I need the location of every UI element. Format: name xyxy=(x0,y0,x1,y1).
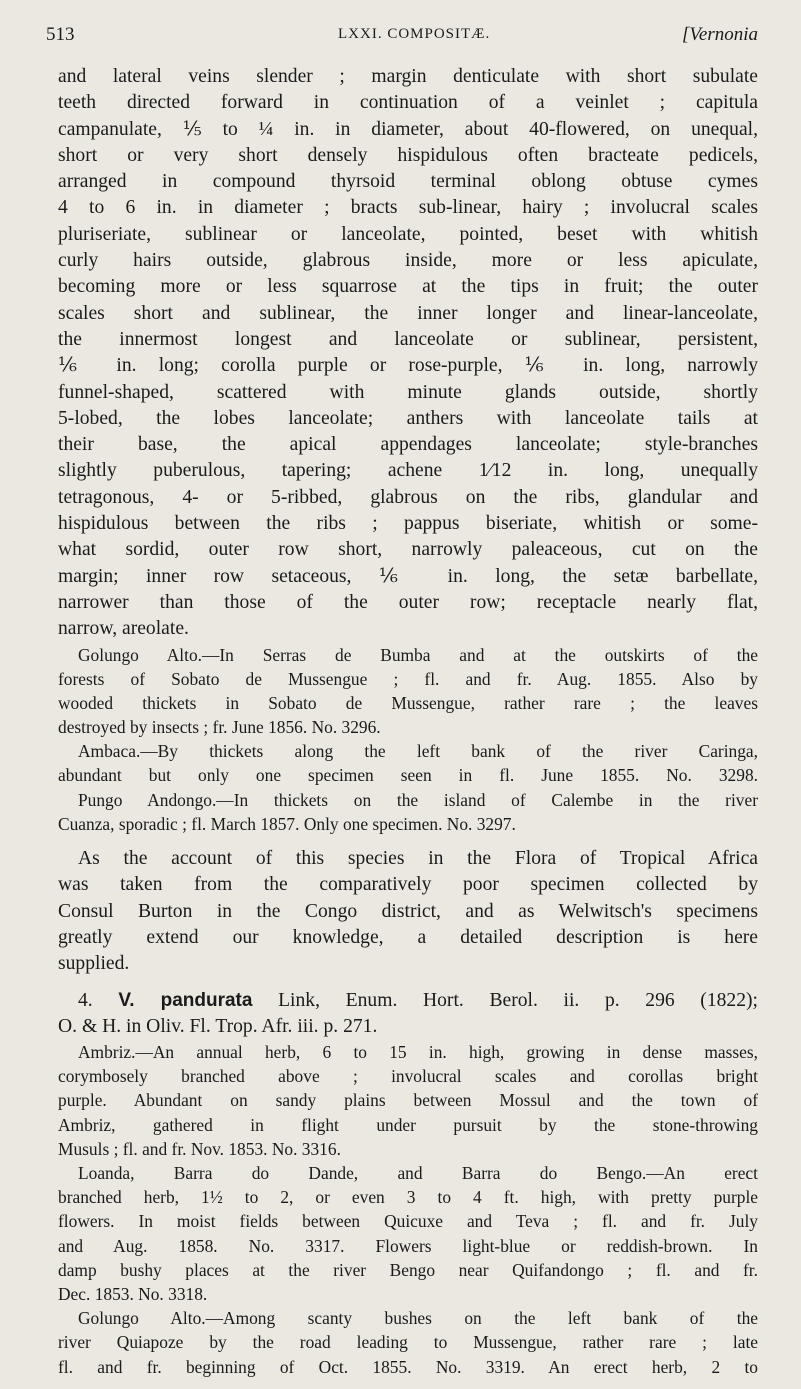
species-name: V. pandurata xyxy=(118,989,253,1011)
note-line: Consul Burton in the Congo district, and as Welwitsch's specimens xyxy=(58,900,758,922)
text-line: ⅙ in. long; corolla purple or rose-purple, ⅙ in. long, narrowly xyxy=(58,355,758,377)
text-line: tetragonous, 4- or 5-ribbed, glabrous on the ribs, glandular and xyxy=(58,486,758,508)
locality-line: and Aug. 1858. No. 3317. Flowers light-blue or reddish-brown. In xyxy=(58,1235,758,1256)
text-line: the innermost longest and lanceolate or sublinear, persistent, xyxy=(58,328,758,350)
text-line: curly hairs outside, glabrous inside, more or less apiculate, xyxy=(58,250,758,272)
locality-line: purple. Abundant on sandy plains between Mossul and the town of xyxy=(58,1090,758,1111)
locality-line: destroyed by insects ; fr. June 1856. No. 3296. xyxy=(58,717,381,738)
text-line: their base, the apical appendages lanceolate; style-branches xyxy=(58,434,758,456)
page-number: 513 xyxy=(46,24,75,45)
text-line: teeth directed forward in continuation of a veinlet ; capitula xyxy=(58,92,758,114)
genus-heading: [Vernonia xyxy=(682,24,758,45)
species-heading xyxy=(58,988,758,1014)
locality-line: corymbosely branched above ; involucral scales and corollas bright xyxy=(58,1066,758,1087)
locality-line: Ambriz, gathered in flight under pursuit by the stone-throwing xyxy=(58,1114,758,1135)
text-line: hispidulous between the ribs ; pappus biseriate, whitish or some- xyxy=(58,513,758,535)
locality-line: Loanda, Barra do Dande, and Barra do Bengo.—An erect xyxy=(78,1163,758,1184)
text-line: arranged in compound thyrsoid terminal oblong obtuse cymes xyxy=(58,171,758,193)
locality-line: Golungo Alto.—Among scanty bushes on the left bank of the xyxy=(78,1308,758,1329)
locality-line: Pungo Andongo.—In thickets on the island of Calembe in the river xyxy=(78,789,758,810)
locality-line: damp bushy places at the river Bengo near Quifandongo ; fl. and fr. xyxy=(58,1259,758,1280)
text-line: narrower than those of the outer row; receptacle nearly flat, xyxy=(58,591,758,613)
text-line: slightly puberulous, tapering; achene 1⁄12 in. long, unequally xyxy=(58,460,758,482)
locality-line: flowers. In moist fields between Quicuxe and Teva ; fl. and fr. July xyxy=(58,1211,758,1232)
species-citation-line: O. & H. in Oliv. Fl. Trop. Afr. iii. p. 271. xyxy=(58,1015,378,1037)
text-line: 5-lobed, the lobes lanceolate; anthers with lanceolate tails at xyxy=(58,407,758,429)
locality-line: Ambriz.—An annual herb, 6 to 15 in. high, growing in dense masses, xyxy=(78,1042,758,1063)
text-line: pluriseriate, sublinear or lanceolate, pointed, beset with whitish xyxy=(58,223,758,245)
section-title: LXXI. COMPOSITÆ. xyxy=(338,26,491,42)
locality-line: Golungo Alto.—In Serras de Bumba and at the outskirts of the xyxy=(78,644,758,665)
locality-line: river Quiapoze by the road leading to Mussengue, rather rare ; late xyxy=(58,1332,758,1353)
locality-line: fl. and fr. beginning of Oct. 1855. No. 3319. An erect herb, 2 to xyxy=(58,1356,758,1377)
running-header xyxy=(46,24,758,50)
note-line: was taken from the comparatively poor specimen collected by xyxy=(58,874,758,896)
text-line: funnel-shaped, scattered with minute glands outside, shortly xyxy=(58,381,758,403)
text-line: and lateral veins slender ; margin denticulate with short subulate xyxy=(58,66,758,87)
locality-line: abundant but only one specimen seen in fl. June 1855. No. 3298. xyxy=(58,765,758,786)
page-text xyxy=(58,64,758,1379)
text-line: becoming more or less squarrose at the tips in fruit; the outer xyxy=(58,276,758,298)
note-line: As the account of this species in the Flora of Tropical Africa xyxy=(78,848,758,870)
species-number: 4. xyxy=(78,989,93,1011)
locality-line: forests of Sobato de Mussengue ; fl. and fr. Aug. 1855. Also by xyxy=(58,668,758,689)
text-line: 4 to 6 in. in diameter ; bracts sub-linear, hairy ; involucral scales xyxy=(58,197,758,219)
text-line: short or very short densely hispidulous often bracteate pedicels, xyxy=(58,144,758,166)
locality-line: Cuanza, sporadic ; fl. March 1857. Only one specimen. No. 3297. xyxy=(58,813,516,834)
text-line: what sordid, outer row short, narrowly paleaceous, cut on the xyxy=(58,539,758,561)
locality-line: wooded thickets in Sobato de Mussengue, rather rare ; the leaves xyxy=(58,692,758,713)
text-line: campanulate, ⅕ to ¼ in. in diameter, about 40-flowered, on unequal, xyxy=(58,118,758,140)
text-line: margin; inner row setaceous, ⅙ in. long, the setæ barbellate, xyxy=(58,565,758,587)
note-line: greatly extend our knowledge, a detailed description is here xyxy=(58,926,758,948)
locality-line: branched herb, 1½ to 2, or even 3 to 4 ft. high, with pretty purple xyxy=(58,1187,758,1208)
species-citation: Link, Enum. Hort. Berol. ii. p. 296 (1822); xyxy=(278,989,758,1011)
note-line: supplied. xyxy=(58,953,130,975)
locality-line: Ambaca.—By thickets along the left bank of the river Caringa, xyxy=(78,741,758,762)
text-line: narrow, areolate. xyxy=(58,618,189,640)
locality-line: Dec. 1853. No. 3318. xyxy=(58,1283,208,1304)
locality-line: Musuls ; fl. and fr. Nov. 1853. No. 3316. xyxy=(58,1138,341,1159)
text-line: scales short and sublinear, the inner longer and linear-lanceolate, xyxy=(58,302,758,324)
